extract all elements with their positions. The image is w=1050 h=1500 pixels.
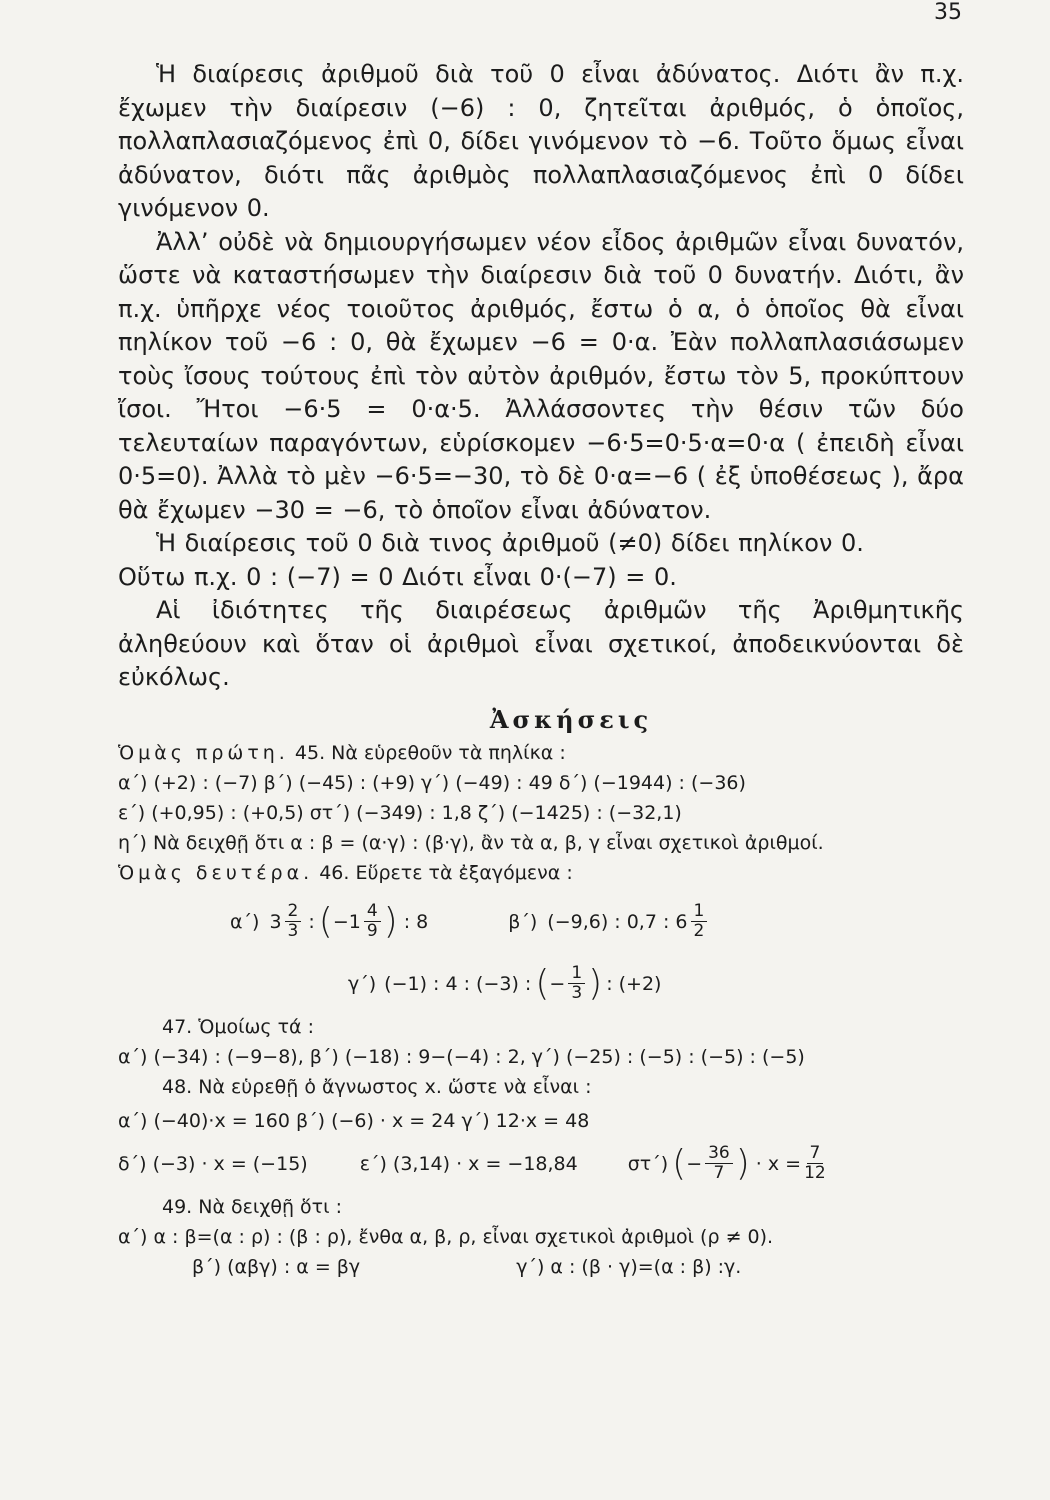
paragraph-text: Αἱ ἰδιότητες τῆς διαιρέσεως ἀριθμῶν τῆς Ἀριθμητικῆς ἀληθεύουν καὶ ὅταν οἱ ἀριθμοὶ εἶναι σχετικοί, ἀποδεικνύονται δὲ εὐκόλως. — [118, 596, 964, 691]
exercise-46a-fraction2: $\frac{4}{9}$ — [364, 902, 381, 941]
exercise-46b-fraction: $\frac{1}{2}$ — [691, 902, 708, 941]
exercise-46c-fraction: $\frac{1}{3}$ — [568, 964, 585, 1003]
exercise-48e: ε΄) (3,14) · x = −18,84 — [359, 1152, 578, 1175]
exercise-47-line: α΄) (−34) : (−9−8), β΄) (−18) : 9−(−4) : 2, γ΄) (−25) : (−5) : (−5) : (−5) — [118, 1045, 805, 1068]
exercise-48-line1: α΄) (−40)·x = 160 β΄) (−6) · x = 24 γ΄) 12·x = 48 — [118, 1109, 590, 1132]
exercise-49-line1: α΄) α : β=(α : ρ) : (β : ρ), ἔνθα α, β, ρ, εἶναι σχετικοὶ ἀριθμοὶ (ρ ≠ 0). — [118, 1225, 774, 1248]
exercise-46b-label: β΄) — [508, 910, 538, 933]
exercise-48-title: 48. Νὰ εὑρεθῇ ὁ ἄγνωστος x. ὥστε νὰ εἶναι : — [162, 1075, 592, 1098]
exercise-49b: β΄) (αβγ) : α = βγ — [192, 1255, 361, 1278]
exercise-46a-inner: −1 — [332, 910, 361, 933]
group1-header — [118, 738, 964, 768]
group2-header — [118, 858, 964, 888]
page-number: 35 — [934, 0, 962, 25]
exercise-45-line3: η΄) Νὰ δειχθῇ ὅτι α : β = (α·γ) : (β·γ), ἂν τὰ α, β, γ εἶναι σχετικοὶ ἀριθμοί. — [118, 831, 824, 854]
exercises-heading: Ἀσκήσεις — [489, 704, 653, 734]
paragraph-example — [118, 561, 964, 595]
paragraph-text: Ἡ διαίρεσις ἀριθμοῦ διὰ τοῦ 0 εἶναι ἀδύνατος. Διότι ἂν π.χ. ἔχωμεν τὴν διαίρεσιν (−6) : 0, ζητεῖται ἀριθμός, ὁ ὁποῖος, πολλαπλασιαζόμενος ἐπὶ 0, δίδει γινόμενον τὸ −6. Τοῦτο ὅμως εἶναι ἀδύνατον, διότι πᾶς ἀριθμὸς πολλαπλασιαζόμενος ἐπὶ 0 δίδει γινόμενον 0. — [118, 60, 964, 222]
exercise-46a-fraction1: $\frac{2}{3}$ — [285, 902, 302, 941]
exercise-47-title: 47. Ὁμοίως τά : — [162, 1015, 315, 1038]
paragraph-division-by-zero — [118, 58, 964, 226]
exercise-49c: γ΄) α : (β · γ)=(α : β) :γ. — [516, 1255, 742, 1278]
exercise-45-line2: ε΄) (+0,95) : (+0,5) στ΄) (−349) : 1,8 ζ΄) (−1425) : (−32,1) — [118, 801, 682, 824]
exercise-48f-mid: · x = — [755, 1152, 802, 1175]
exercise-48f-fraction: $\frac{36}{7}$ — [705, 1144, 733, 1183]
exercise-49-line2 — [118, 1252, 964, 1282]
exercise-46-c: γ΄) (−1) : 4 : (−3) : ( − $\frac{1}{3}$ ) : (+2) — [348, 962, 662, 1004]
group1-label: Ὁμὰς πρώτη. — [118, 741, 289, 764]
exercise-45-title: 45. Νὰ εὑρεθοῦν τὰ πηλίκα : — [294, 741, 566, 764]
exercise-49-title: 49. Νὰ δειχθῇ ὅτι : — [162, 1195, 342, 1218]
exercise-46c-expr: (−1) : 4 : (−3) : — [384, 972, 532, 995]
paragraph-text: Ἀλλ’ οὐδὲ νὰ δημιουργήσωμεν νέον εἶδος ἀριθμῶν εἶναι δυνατόν, ὥστε νὰ καταστήσωμεν τὴν διαίρεσιν διὰ τοῦ 0 δυνατήν. Διότι, ἂν π.χ. ὑπῆρχε νέος τοιοῦτος ἀριθμός, ἔστω ὁ α, ὁ ὁποῖος θὰ εἶναι πηλίκον τοῦ −6 : 0, θὰ ἔχωμεν −6 = 0·α. Ἐὰν πολλαπλασιάσωμεν τοὺς ἴσους τούτους ἐπὶ τὸν αὐτὸν ἀριθμόν, ἔστω τὸν 5, προκύπτουν ἴσοι. Ἤτοι −6·5 = 0·α·5. Ἀλλάσσοντες τὴν θέσιν τῶν δύο τελευταίων παραγόντων, εὑρίσκομεν −6·5=0·5·α=0·α ( ἐπειδὴ εἶναι 0·5=0). Ἀλλὰ τὸ μὲν −6·5=−30, τὸ δὲ 0·α=−6 ( ἐξ ὑποθέσεως ), ἄρα θὰ ἔχωμεν −30 = −6, τὸ ὁποῖον εἶναι ἀδύνατον. — [118, 227, 964, 524]
exercise-48-line2: δ΄) (−3) · x = (−15) ε΄) (3,14) · x = −18,84 στ΄) ( − $\frac{36}{7}$ ) · x = $\frac{7}{12}$ — [118, 1142, 826, 1184]
paragraph-new-numbers — [118, 226, 964, 528]
paragraph-properties — [118, 594, 964, 695]
exercise-48f-sign: − — [686, 1152, 703, 1175]
exercise-46c-label: γ΄) — [348, 972, 377, 995]
exercise-46a-label: α΄) — [230, 910, 260, 933]
body-text — [118, 58, 964, 1282]
exercise-46c-tail: : (+2) — [606, 972, 662, 995]
exercise-46-ab: α΄) 3 $\frac{2}{3}$ : ( −1 $\frac{4}{9}$ ) : 8 β΄) (−9,6) : 0,7 : 6 $\frac{1}{2}$ — [230, 894, 964, 950]
exercise-46c-sign: − — [549, 972, 566, 995]
paragraph-text: Ἡ διαίρεσις τοῦ 0 διὰ τινος ἀριθμοῦ (≠0) δίδει πηλίκον 0. — [156, 529, 864, 557]
exercise-48d: δ΄) (−3) · x = (−15) — [118, 1152, 308, 1175]
exercise-46a-whole: 3 — [269, 910, 282, 933]
group2-label: Ὁμὰς δευτέρα. — [118, 861, 314, 884]
exercise-48f-label: στ΄) — [627, 1152, 669, 1175]
paragraph-zero-divided — [118, 527, 964, 561]
exercise-46a-tail: : 8 — [403, 910, 429, 933]
paragraph-text: Οὕτω π.χ. 0 : (−7) = 0 Διότι εἶναι 0·(−7) = 0. — [118, 562, 677, 591]
exercise-45-line1: α΄) (+2) : (−7) β΄) (−45) : (+9) γ΄) (−49) : 49 δ΄) (−1944) : (−36) — [118, 771, 746, 794]
exercise-46b-expr: (−9,6) : 0,7 : 6 — [547, 910, 688, 933]
exercise-46-title: 46. Εὕρετε τὰ ἐξαγόμενα : — [319, 861, 573, 884]
exercise-48f-result: $\frac{7}{12}$ — [804, 1143, 826, 1183]
